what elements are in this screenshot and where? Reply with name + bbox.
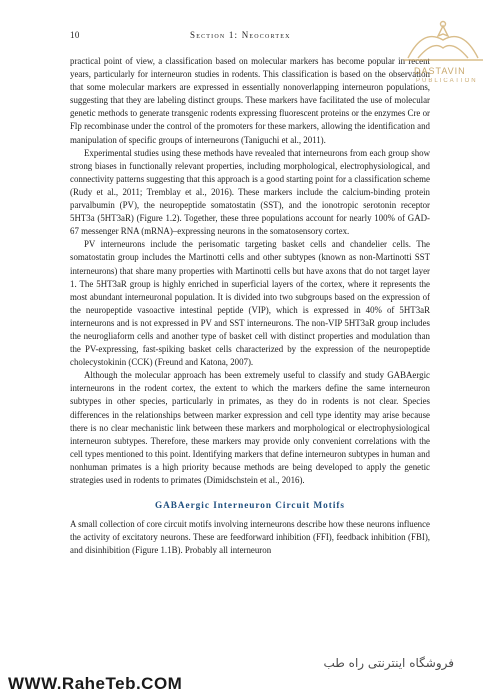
watermark-logo-subtext: PUBLICATION (416, 78, 478, 84)
bottom-watermark (0, 648, 500, 700)
paragraph: PV interneurons include the perisomatic targeting basket cells and chandelier cells. The somatostatin group includes the Martinotti cells and other subtypes (known as non-Martinotti SST interneurons) that share many properties with Martinotti cells but have axons that do not target layer 1. The 5HT3aR group is highly enriched in superficial layers of the cortex, where it represents the most abundant interneuronal population. It is divided into two subgroups based on the expression of the neuropeptide vasoactive intestinal peptide (VIP), which is expressed in 40% of 5HT3aR interneurons and is not expressed in PV and SST interneurons. The non-VIP 5HT3aR group includes the neurogliaform cells and another type of basket cell with distinct properties and modulation than the PV-expressing, fast-spiking basket cells characterized by the expression of the neuropeptide cholecystokinin (CCK) (Freund and Katona, 2007). (70, 239, 430, 368)
page-body (70, 55, 430, 557)
watermark-persian-text: فروشگاه اینترنتی راه طب (323, 656, 454, 670)
paragraph: practical point of view, a classification based on molecular markers has become popular in recent years, particularly for interneuron studies in rodents. This classification is based on the observation that some molecular markers are expressed in essentially nonoverlapping interneuron populations, suggesting that they are labeling distinct groups. These markers have facilitated the use of molecular genetic methods to generate transgenic rodents expressing fluorescent proteins or the enzymes Cre or Flp recombinase under the control of the promoters for these markers, allowing the identification and manipulation of specific groups of interneurons (Taniguchi et al., 2011). (70, 56, 430, 145)
running-head: Section 1: Neocortex (190, 30, 291, 40)
section-heading: GABAergic Interneuron Circuit Motifs (154, 500, 346, 511)
paragraph: Experimental studies using these methods have revealed that interneurons from each group show strong biases in functionally relevant properties, including morphological, electrophysiological, and connectivity patterns suggesting that this approach is a good starting point for a classification scheme (Rudy et al., 2011; Tremblay et al., 2016). These markers include the calcium-binding protein parvalbumin (PV), the neuropeptide somatostatin (SST), and the ionotropic serotonin receptor 5HT3a (5HT3aR) (Figure 1.2). Together, these three populations account for nearly 100% of GAD-67 messenger RNA (mRNA)–expressing neurons in the somatosensory cortex. (70, 147, 430, 237)
watermark-logo-text: DASTAVIN (414, 66, 466, 76)
paragraph: A small collection of core circuit motifs involving interneurons describe how these neurons influence the activity of excitatory neurons. These are feedforward inhibition (FFI), feedback inhibition (FBI), and disinhibition (Figure 1.1B). Probably all interneuron (70, 519, 430, 556)
page-number: 10 (70, 30, 80, 40)
watermark-url: WWW.RaheTeb.COM (8, 674, 183, 693)
page-header (70, 30, 448, 44)
paragraph: Although the molecular approach has been extremely useful to classify and study GABAergic interneurons in the rodent cortex, the extent to which the markers define the same interneuron subtypes in other species, particularly in primates, as they do in rodents is not clear. Species differences in the relationships between marker expression and cell type identity may arise because there is no clear mechanistic link between these markers and morphological or electrophysiological interneuron subtypes. Therefore, these markers may provide only convenient correlations with the cell types mentioned to this point. Identifying markers that define interneuron subtypes in human and nonhuman primates is a high priority because methods are being developed to apply the genetic strategies used in rodents to primates (Dimidschstein et al., 2016). (70, 370, 430, 485)
